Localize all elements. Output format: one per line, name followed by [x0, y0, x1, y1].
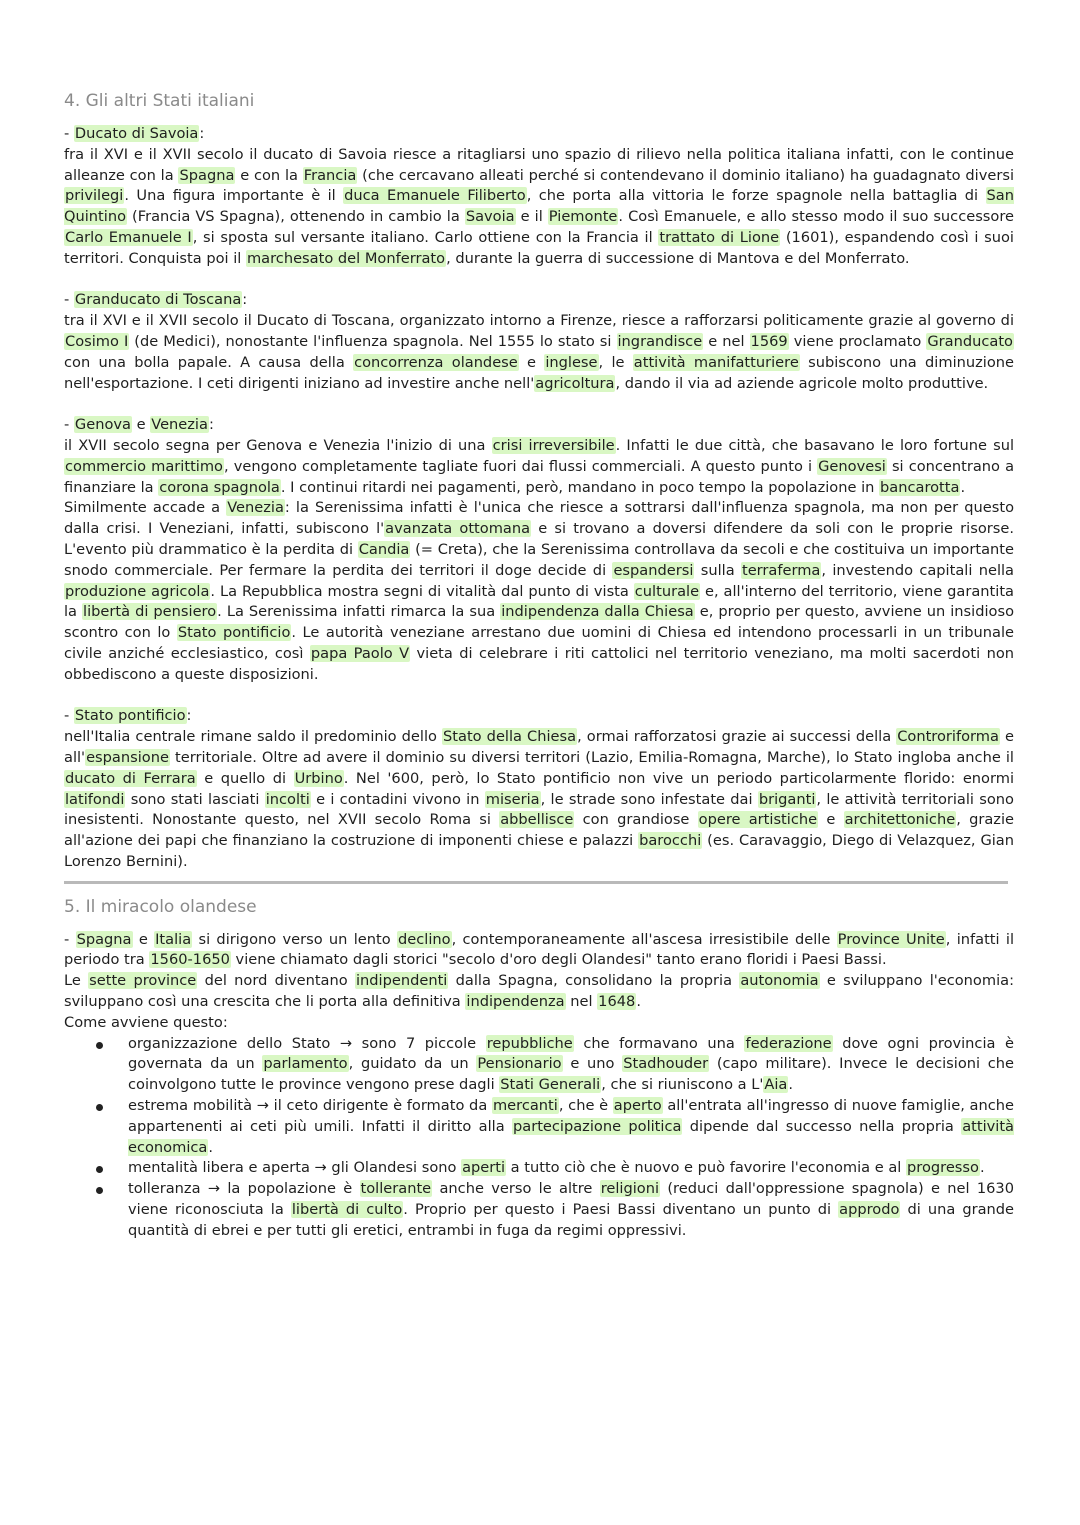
highlighted-term: progresso [907, 1159, 979, 1177]
highlighted-term: 1648 [598, 993, 636, 1011]
highlighted-term: Genova [74, 416, 131, 434]
highlighted-term: crisi irreversibile [492, 436, 615, 454]
highlighted-term: Cosimo I [65, 332, 129, 350]
highlighted-term: avanzata ottomana [385, 520, 531, 538]
highlighted-term: papa Paolo V [310, 644, 410, 662]
highlighted-term: Stato della Chiesa [443, 728, 577, 746]
highlighted-term: indipendenza dalla Chiesa [501, 603, 694, 621]
highlighted-term: Stato pontificio [177, 624, 291, 642]
highlighted-term: indipendenza [466, 993, 565, 1011]
bullet-text: estrema mobilità → il ceto dirigente è formato da mercanti, che è aperto all'entrata all'ingresso di nuove famiglie, anche appartenenti ai ceti più umili. Infatti il diritto alla partecipazione politica dipende dal successo nella propria attività economica. [128, 1097, 1015, 1156]
highlighted-term: attività manifatturiere [633, 353, 799, 371]
section-divider [64, 881, 1008, 884]
bullet-dot-icon [96, 1166, 103, 1173]
bullet-dot-icon [96, 1104, 103, 1111]
block-heading: - Genova e Venezia: [64, 416, 214, 434]
highlighted-term: approdo [839, 1201, 900, 1219]
highlighted-term: aperti [462, 1159, 506, 1177]
highlighted-term: corona spagnola [159, 478, 280, 496]
block-heading: - Ducato di Savoia: [64, 125, 205, 142]
bullet-text: organizzazione dello Stato → sono 7 piccole repubbliche che formavano una federazione dove ogni provincia è governata da un parlamento, guidato da un Pensionario e uno Stadhouder (capo militare). Invece le decisioni che coinvolgono tutte le province vengono prese dagli Stati Generali, che si riuniscono a L'Aia. [128, 1034, 1015, 1094]
highlighted-term: Granducato [927, 332, 1013, 350]
paragraph: il XVII secolo segna per Genova e Venezia l'inizio di una crisi irreversibile. Infatti le due città, che basavano le loro fortune sul commercio marittimo, vengono completamente tagliate fuori dai flussi commerciali. A questo punto i Genovesi si concentrano a finanziare la corona spagnola. I continui ritardi nei pagamenti, però, mandano in poco tempo la popolazione in bancarotta. [64, 436, 1015, 496]
paragraph: tra il XVI e il XVII secolo il Ducato di Toscana, organizzato intorno a Firenze, riesce a rafforzarsi politicamente grazie al governo di Cosimo I (de Medici), nonostante l'influenza spagnola. Nel 1555 lo stato si ingrandisce e nel 1569 viene proclamato Granducato con una bolla papale. A causa della concorrenza olandese e inglese, le attività manifatturiere subiscono una diminuzione nell'esportazione. I ceti dirigenti iniziano ad investire anche nell'agricoltura, dando il via ad aziende agricole molto produttive. [64, 312, 1014, 392]
paragraph: Come avviene questo: [64, 1013, 228, 1031]
highlighted-term: Stati Generali [500, 1076, 601, 1094]
highlighted-term: ingrandisce [617, 332, 703, 350]
block-heading: - Stato pontificio: [64, 707, 192, 725]
highlighted-term: barocchi [639, 832, 702, 850]
highlighted-term: Controriforma [897, 728, 999, 746]
highlighted-term: briganti [758, 790, 816, 808]
highlighted-term: espandersi [613, 561, 694, 579]
highlighted-term: Granducato di Toscana [74, 291, 242, 309]
bullet-item [64, 1096, 1014, 1158]
block-miracolo-olandese [64, 930, 1014, 1242]
highlighted-term: sette province [89, 972, 197, 990]
section-title-miracolo-olandese: 5. Il miracolo olandese [64, 896, 257, 917]
highlighted-term: privilegi [65, 187, 124, 205]
highlighted-term: autonomia [740, 972, 819, 990]
highlighted-term: attività economica [128, 1117, 1015, 1156]
bullet-item [64, 1179, 1014, 1241]
highlighted-term: Aia [764, 1076, 788, 1094]
highlighted-term: Province Unite [837, 930, 945, 948]
highlighted-term: Venezia [151, 416, 208, 434]
bullet-dot-icon [96, 1187, 103, 1194]
highlighted-term: Ducato di Savoia [74, 125, 199, 142]
block-granducato-toscana [64, 290, 1014, 394]
highlighted-term: 1569 [750, 332, 788, 350]
highlighted-term: trattato di Lione [659, 228, 780, 246]
highlighted-term: libertà di pensiero [83, 603, 217, 621]
bullet-item [64, 1034, 1014, 1096]
highlighted-term: bancarotta [880, 478, 960, 496]
highlighted-term: concorrenza olandese [354, 353, 518, 371]
highlighted-term: parlamento [263, 1055, 348, 1073]
highlighted-term: indipendenti [355, 972, 448, 990]
document-body [64, 88, 1014, 1242]
block-stato-pontificio [64, 706, 1014, 872]
block-genova-venezia [64, 415, 1014, 685]
paragraph: Similmente accade a Venezia: la Serenissima infatti è l'unica che riesce a sottrarsi dall'influenza spagnola, ma non per questo dalla crisi. I Veneziani, infatti, subiscono l'avanzata ottomana e si trovano a doversi difendere da soli con le proprie risorse. L'evento più drammatico è la perdita di Candia (= Creta), che la Serenissima controllava da secoli e che costituiva un importante snodo commerciale. Per fermare la perdita dei territori il doge decide di espandersi sulla terraferma, investendo capitali nella produzione agricola. La Repubblica mostra segni di vitalità dal punto di vista culturale e, all'interno del territorio, viene garantita la libertà di pensiero. La Serenissima infatti rimarca la sua indipendenza dalla Chiesa e, proprio per questo, avviene un insidioso scontro con lo Stato pontificio. Le autorità veneziane arrestano due uomini di Chiesa ed intendono processarli in un tribunale civile anziché ecclesiastico, così papa Paolo V vieta di celebrare i riti cattolici nel territorio veneziano, ma molti sacerdoti non obbediscono a queste disposizioni. [64, 499, 1014, 683]
highlighted-term: mercanti [492, 1097, 558, 1115]
highlighted-term: Pensionario [477, 1055, 562, 1073]
bullet-item [64, 1158, 1014, 1179]
highlighted-term: duca Emanuele Filiberto [344, 187, 526, 205]
highlighted-term: Spagna [76, 930, 132, 948]
highlighted-term: architettoniche [844, 811, 956, 829]
highlighted-term: Piemonte [548, 208, 618, 226]
highlighted-term: Carlo Emanuele I [65, 228, 192, 246]
highlighted-term: terraferma [741, 561, 821, 579]
bullet-text: mentalità libera e aperta → gli Olandesi sono aperti a tutto ciò che è nuovo e può favorire l'economia e al progresso. [128, 1159, 985, 1177]
highlighted-term: religioni [600, 1180, 660, 1198]
bullet-dot-icon [96, 1042, 103, 1049]
highlighted-term: Italia [155, 930, 192, 948]
highlighted-term: Venezia [227, 499, 284, 517]
paragraph: nell'Italia centrale rimane saldo il predominio dello Stato della Chiesa, ormai rafforzatosi grazie ai successi della Controriforma e all'espansione territoriale. Oltre ad avere il dominio su diversi territori (Lazio, Emilia-Romagna, Marche), lo Stato ingloba anche il ducato di Ferrara e quello di Urbino. Nel '600, però, lo Stato pontificio non vive un periodo particolarmente florido: enormi latifondi sono stati lasciati incolti e i contadini vivono in miseria, le strade sono infestate dai briganti, le attività territoriali sono inesistenti. Nonostante questo, nel XVII secolo Roma si abbellisce con grandiose opere artistiche e architettoniche, grazie all'azione dei papi che finanziano la costruzione di imponenti chiese e palazzi barocchi (es. Caravaggio, Diego di Velazquez, Gian Lorenzo Bernini). [64, 728, 1014, 870]
block-heading: - Granducato di Toscana: [64, 291, 248, 309]
highlighted-term: 1560-1650 [150, 951, 230, 969]
highlighted-term: culturale [634, 582, 700, 600]
highlighted-term: latifondi [65, 790, 125, 808]
highlighted-term: Stato pontificio [74, 707, 186, 725]
highlighted-term: marchesato del Monferrato [246, 249, 446, 267]
highlighted-term: tollerante [360, 1180, 432, 1198]
highlighted-term: abbellisce [500, 811, 574, 829]
highlighted-term: Urbino [294, 769, 343, 787]
highlighted-term: repubbliche [486, 1034, 573, 1052]
highlighted-term: produzione agricola [65, 582, 210, 600]
highlighted-term: federazione [745, 1034, 832, 1052]
highlighted-term: Francia [303, 166, 357, 184]
highlighted-term: miseria [485, 790, 540, 808]
highlighted-term: ducato di Ferrara [65, 769, 196, 787]
highlighted-term: Stadhouder [623, 1055, 709, 1073]
highlighted-term: inglese [545, 353, 598, 371]
highlighted-term: Spagna [179, 166, 235, 184]
bullet-list [64, 1034, 1014, 1242]
highlighted-term: opere artistiche [698, 811, 818, 829]
highlighted-term: partecipazione politica [512, 1117, 682, 1135]
highlighted-term: espansione [86, 748, 169, 766]
highlighted-term: declino [398, 930, 451, 948]
highlighted-term: Savoia [465, 208, 515, 226]
paragraph: - Spagna e Italia si dirigono verso un lento declino, contemporaneamente all'ascesa irresistibile delle Province Unite, infatti il periodo tra 1560-1650 viene chiamato dagli storici "secolo d'oro degli Olandesi" tanto erano floridi i Paesi Bassi. [64, 930, 1014, 969]
highlighted-term: commercio marittimo [65, 457, 223, 475]
highlighted-term: Genovesi [818, 457, 886, 475]
highlighted-term: aperto [613, 1097, 662, 1115]
paragraph: fra il XVI e il XVII secolo il ducato di Savoia riesce a ritagliarsi uno spazio di rilievo nella politica italiana infatti, con le continue alleanze con la Spagna e con la Francia (che cercavano alleati perché si contendevano il dominio italiano) ha guadagnato diversi privilegi. Una figura importante è il duca Emanuele Filiberto, che porta alla vittoria le forze spagnole nella battaglia di San Quintino (Francia VS Spagna), ottenendo in cambio la Savoia e il Piemonte. Così Emanuele, e allo stesso modo il suo successore Carlo Emanuele I, si sposta sul versante italiano. Carlo ottiene con la Francia il trattato di Lione (1601), espandendo così i suoi territori. Conquista poi il marchesato del Monferrato, durante la guerra di successione di Mantova e del Monferrato. [64, 145, 1014, 267]
section-title-stati-italiani: 4. Gli altri Stati italiani [64, 91, 255, 111]
bullet-text: tolleranza → la popolazione è tollerante anche verso le altre religioni (reduci dall'oppressione spagnola) e nel 1630 viene riconosciuta la libertà di culto. Proprio per questo i Paesi Bassi diventano un punto di approdo di una grande quantità di ebrei e per tutti gli eretici, entrambi in fuga da regimi oppressivi. [128, 1180, 1015, 1239]
highlighted-term: incolti [265, 790, 310, 808]
highlighted-term: San Quintino [64, 187, 1014, 226]
highlighted-term: libertà di culto [291, 1201, 403, 1219]
highlighted-term: Candia [358, 540, 410, 558]
paragraph: Le sette province del nord diventano indipendenti dalla Spagna, consolidano la propria autonomia e sviluppano l'economia: sviluppano così una crescita che li porta alla definitiva indipendenza nel 1648. [64, 972, 1014, 1011]
highlighted-term: agricoltura [535, 374, 615, 392]
block-ducato-savoia [64, 124, 1014, 270]
